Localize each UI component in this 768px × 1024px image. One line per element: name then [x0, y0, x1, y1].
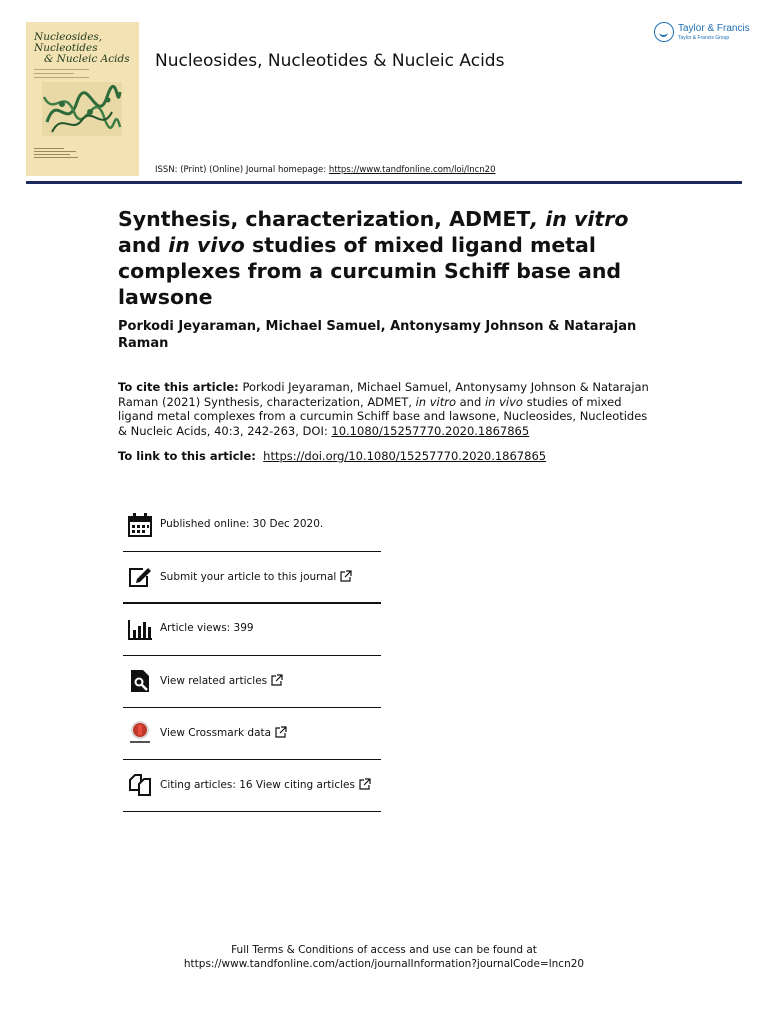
link-label: To link to this article: — [118, 449, 256, 463]
journal-homepage-link[interactable]: https://www.tandfonline.com/loi/lncn20 — [328, 165, 496, 175]
publisher-logo-icon — [654, 22, 674, 42]
search-document-icon — [127, 668, 153, 694]
cover-title: Nucleosides, Nucleotides & Nucleic Acids — [34, 31, 130, 65]
bar-chart-icon — [127, 616, 153, 642]
info-row-views — [123, 604, 381, 656]
crossmark-icon — [127, 720, 153, 746]
edit-icon — [127, 564, 153, 590]
doi-link[interactable]: 10.1080/15257770.2020.1867865 — [331, 423, 530, 438]
journal-cover — [26, 22, 139, 176]
citation-block: To cite this article: Porkodi Jeyaraman, Michael Samuel, Antonysamy Johnson & Natarajan Raman (2021) Synthesis, characterization, ADMET, in vitro and in vivo studies of mixed ligand metal complexes from a curcumin Schiff base and lawsone, Nucleosides, Nucleotides & Nucleic Acids, 40:3, 242-263, DOI: 10.1080/15257770.2020.1867865 — [118, 380, 649, 438]
publisher-group: Taylor & Francis Group — [678, 35, 730, 41]
article-link-line — [118, 449, 658, 463]
terms-footer-link[interactable]: https://www.tandfonline.com/action/journalInformation?journalCode=lncn20 — [183, 958, 585, 970]
info-row-published — [123, 500, 381, 552]
info-row-related[interactable] — [123, 656, 381, 708]
article-info-list — [123, 500, 381, 812]
header-rule — [26, 181, 742, 184]
article-authors: Porkodi Jeyaraman, Michael Samuel, Antonysamy Johnson & Natarajan Raman — [118, 319, 637, 351]
external-link-icon — [340, 570, 352, 582]
publisher-name: Taylor & Francis — [678, 23, 750, 34]
external-link-icon — [359, 778, 371, 790]
related-articles-link[interactable]: View related articles — [160, 674, 283, 687]
external-link-icon — [275, 726, 287, 738]
citation-label: To cite this article: — [118, 380, 239, 394]
calendar-icon — [127, 512, 153, 538]
info-row-submit[interactable] — [123, 552, 381, 604]
citing-articles-link[interactable]: Citing articles: 16 View citing articles — [160, 778, 371, 791]
cover-artwork — [42, 82, 122, 136]
issn-text: ISSN: (Print) (Online) Journal homepage: — [155, 165, 327, 175]
terms-footer — [0, 943, 768, 971]
crossmark-link[interactable]: View Crossmark data — [160, 726, 287, 739]
article-title: Synthesis, characterization, ADMET, in vitro and in vivo studies of mixed ligand metal complexes from a curcumin Schiff base and lawsone — [118, 207, 629, 309]
terms-footer-line1: Full Terms & Conditions of access and use can be found at — [231, 944, 537, 956]
info-row-crossmark[interactable] — [123, 708, 381, 760]
submit-article-link[interactable]: Submit your article to this journal — [160, 570, 352, 583]
external-link-icon — [271, 674, 283, 686]
info-row-citing[interactable] — [123, 760, 381, 812]
journal-title: Nucleosides, Nucleotides & Nucleic Acids — [155, 51, 505, 71]
published-online-text: Published online: 30 Dec 2020. — [160, 518, 324, 530]
issn-line — [155, 165, 495, 175]
article-doi-url[interactable]: https://doi.org/10.1080/15257770.2020.1867865 — [263, 449, 547, 463]
citing-icon — [127, 772, 153, 798]
cover-footer-lines — [34, 146, 78, 160]
article-views-text: Article views: 399 — [160, 622, 254, 634]
cover-text-lines — [34, 69, 133, 78]
